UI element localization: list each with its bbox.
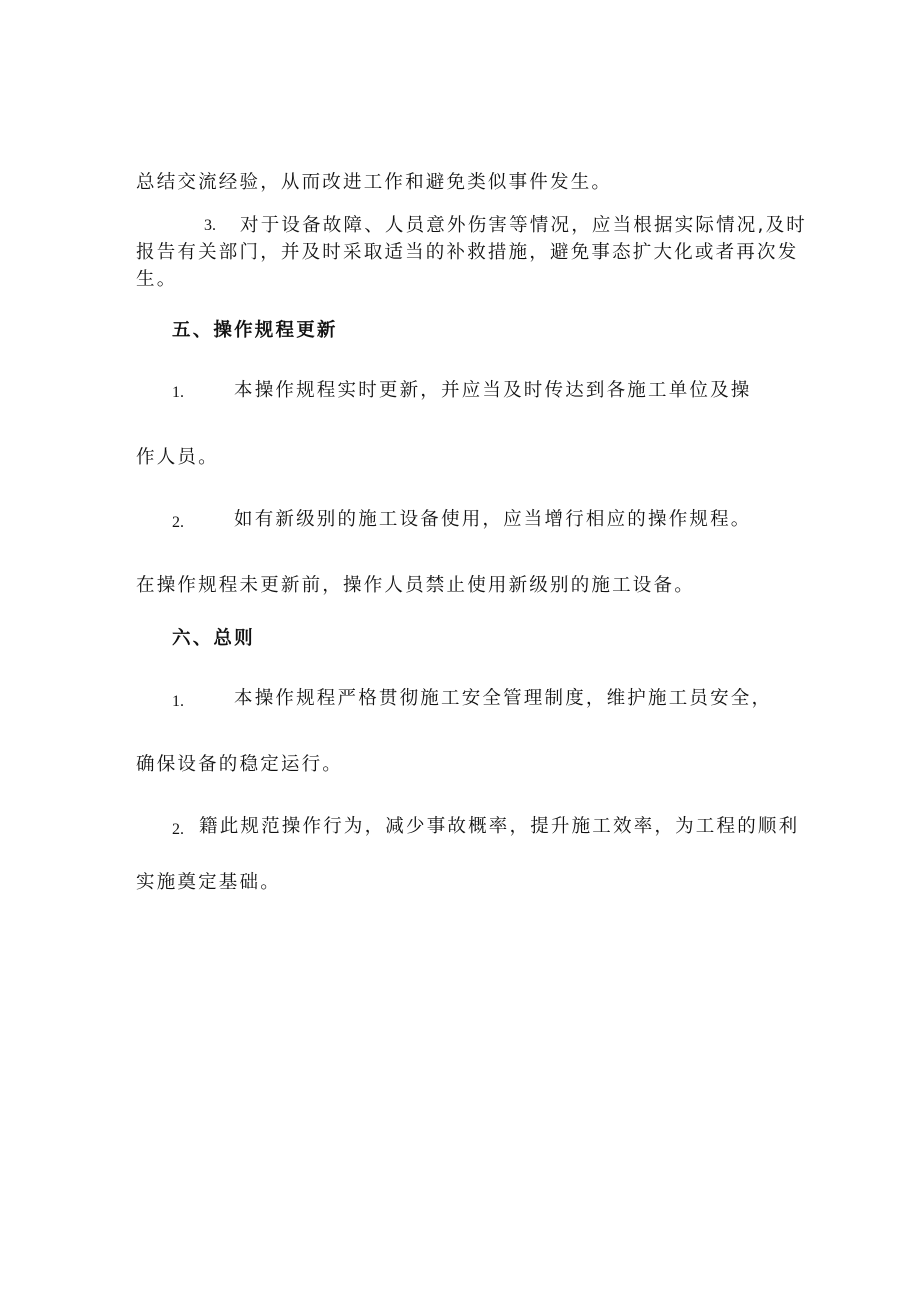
- section5-item1-text: 本操作规程实时更新，并应当及时传达到各施工单位及操: [234, 380, 752, 401]
- section5-item1-number: 1.: [172, 384, 184, 401]
- item3-line3: 生。: [136, 269, 178, 290]
- section6-item1-text: 本操作规程严格贯彻施工安全管理制度，维护施工员安全，: [234, 688, 773, 709]
- section6-item2-number: 2.: [172, 821, 184, 838]
- item3-number: 3.: [204, 217, 216, 234]
- section5-item2-continuation: 在操作规程未更新前，操作人员禁止使用新级别的施工设备。: [136, 575, 695, 596]
- section6-heading: 六、总则: [172, 628, 255, 649]
- section6-item2-continuation: 实施奠定基础。: [136, 872, 281, 893]
- item3-line2: 报告有关部门，并及时采取适当的补救措施，避免事态扩大化或者再次发: [136, 242, 799, 263]
- section6-item1-continuation: 确保设备的稳定运行。: [136, 754, 344, 775]
- section5-item2-text: 如有新级别的施工设备使用，应当增行相应的操作规程。: [234, 509, 752, 530]
- intro-continuation: 总结交流经验，从而改进工作和避免类似事件发生。: [136, 172, 613, 193]
- section6-item2-text: 籍此规范操作行为，减少事故概率，提升施工效率，为工程的顺利: [199, 816, 800, 837]
- section5-heading: 五、操作规程更新: [172, 320, 338, 341]
- section5-item1-continuation: 作人员。: [136, 447, 219, 468]
- item3-line1: 对于设备故障、人员意外伤害等情况，应当根据实际情况,及时: [240, 215, 807, 236]
- section6-item1-number: 1.: [172, 693, 184, 710]
- section5-item2-number: 2.: [172, 514, 184, 531]
